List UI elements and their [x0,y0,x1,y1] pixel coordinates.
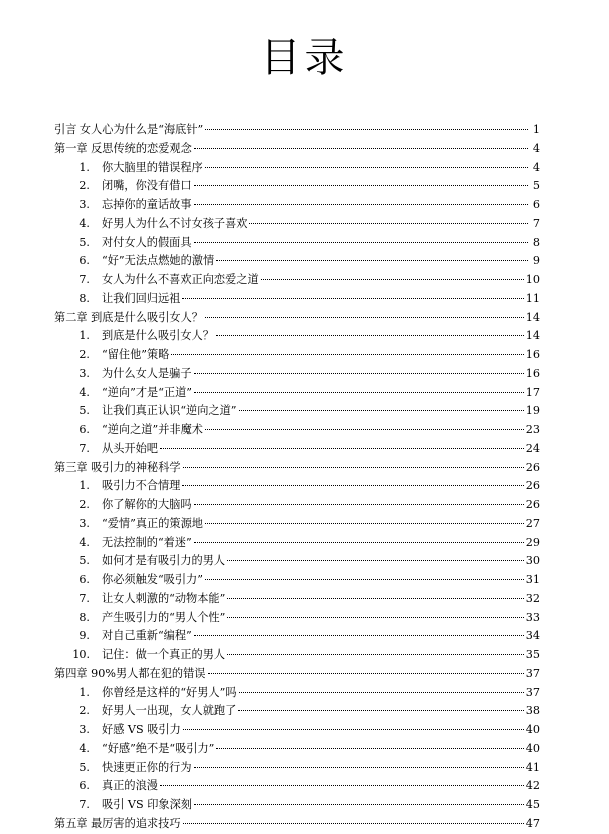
toc-entry-label: 好男人一出现，女人就跑了 [102,704,237,718]
toc-entry-label: 好感 VS 吸引力 [102,723,181,736]
toc-entry-label: 闭嘴，你没有借口 [102,179,192,193]
toc-entry-label: 第五章 最厉害的追求技巧 [54,816,181,830]
toc-section-entry[interactable] [54,590,540,609]
toc-page-number: 4 [532,160,540,174]
toc-dot-leader [249,223,528,224]
toc-section-entry[interactable] [54,290,540,309]
toc-entry-label: 产生吸引力的“男人个性” [102,610,226,624]
toc-section-entry[interactable] [54,646,540,665]
toc-entry-number: 4. [79,535,90,549]
toc-section-entry[interactable] [54,384,540,403]
toc-dot-leader [194,204,528,205]
toc-section-entry[interactable] [54,515,540,534]
toc-entry-label: 记住：做一个真正的男人 [102,648,226,661]
toc-entry-label: 你大脑里的错误程序 [102,160,203,174]
toc-page-number: 4 [532,141,540,155]
toc-dot-leader [194,242,528,243]
toc-chapter-entry[interactable] [54,140,540,159]
toc-section-entry[interactable] [54,271,540,290]
toc-section-entry[interactable] [54,402,540,421]
toc-section-entry[interactable] [54,496,540,515]
toc-entry-label: 你了解你的大脑吗 [102,498,192,511]
toc-page-number: 6 [532,198,540,211]
toc-page-number: 26 [525,498,540,511]
table-of-contents [54,121,540,834]
toc-page-number: 31 [525,573,540,586]
toc-entry-label: 好男人为什么不讨女孩子喜欢 [102,216,248,230]
toc-dot-leader [160,448,524,449]
toc-dot-leader [238,710,523,711]
toc-page-number: 14 [525,310,540,324]
toc-dot-leader [227,654,524,655]
toc-page-number: 16 [525,366,540,380]
toc-entry-number: 4. [79,385,90,399]
toc-dot-leader [194,392,524,393]
toc-section-entry[interactable] [54,252,540,271]
toc-dot-leader [205,523,524,524]
toc-entry-label: 如何才是有吸引力的男人 [102,554,226,568]
toc-page-number: 45 [525,798,540,811]
toc-page-number: 40 [525,723,540,736]
toc-page-number: 35 [525,648,540,661]
toc-entry-label: 让女人刺激的“动物本能” [102,591,226,605]
toc-entry-number: 2. [79,704,90,718]
toc-section-entry[interactable] [54,159,540,178]
toc-dot-leader [205,167,528,168]
toc-chapter-entry[interactable] [54,665,540,684]
toc-entry-number: 8. [79,610,90,624]
toc-section-entry[interactable] [54,234,540,253]
toc-entry-label: 对付女人的假面具 [102,235,192,249]
toc-section-entry[interactable] [54,609,540,628]
toc-page-number: 33 [525,610,540,624]
toc-entry-label: 引言 女人心为什么是“海底针” [54,123,204,136]
toc-dot-leader [208,673,524,674]
toc-dot-leader [239,410,524,411]
toc-entry-number: 1. [79,479,90,493]
toc-entry-label: 对自己重新“编程” [102,629,192,643]
toc-section-entry[interactable] [54,477,540,496]
toc-page-number: 47 [525,816,540,830]
toc-entry-number: 4. [79,741,90,755]
toc-entry-number: 3. [79,723,90,736]
toc-entry-number: 2. [79,348,90,361]
toc-entry-number: 10. [72,648,90,661]
toc-page-number: 26 [525,460,540,474]
toc-section-entry[interactable] [54,702,540,721]
toc-section-entry[interactable] [54,365,540,384]
toc-section-entry[interactable] [54,684,540,703]
toc-entry-number: 7. [79,273,90,286]
toc-entry-number: 1. [79,685,90,699]
toc-entry-label: 第一章 反思传统的恋爱观念 [54,141,192,155]
toc-entry-number: 9. [79,629,90,643]
toc-page-number: 40 [525,741,540,755]
toc-dot-leader [194,635,524,636]
toc-section-entry[interactable] [54,571,540,590]
toc-entry-label: “好感”绝不是“吸引力” [102,741,215,755]
toc-entry-label: 女人为什么不喜欢正向恋爱之道 [102,273,259,286]
toc-entry-number: 7. [79,591,90,605]
toc-entry-label: 无法控制的“着迷” [102,535,192,549]
toc-entry-number: 7. [79,441,90,455]
toc-section-entry[interactable] [54,421,540,440]
toc-dot-leader [261,279,524,280]
toc-section-entry[interactable] [54,346,540,365]
toc-page-number: 37 [525,685,540,699]
toc-section-entry[interactable] [54,196,540,215]
toc-entry-label: “逆向”才是“正道” [102,385,193,399]
toc-dot-leader [194,185,528,186]
toc-page-number: 16 [525,348,540,361]
toc-section-entry[interactable] [54,177,540,196]
toc-dot-leader [194,542,524,543]
toc-entry-number: 5. [79,760,90,774]
page-title: 目录 [260,35,349,81]
toc-entry-number: 8. [79,291,90,305]
toc-entry-label: “逆向之道”并非魔术 [102,423,203,436]
toc-section-entry[interactable] [54,740,540,759]
toc-page-number: 11 [525,291,540,305]
toc-dot-leader [205,429,524,430]
toc-dot-leader [194,767,524,768]
toc-dot-leader [171,354,523,355]
toc-dot-leader [216,260,528,261]
toc-entry-number: 7. [79,798,90,811]
toc-entry-label: 第四章 90%男人都在犯的错误 [54,666,206,680]
toc-entry-label: 你必须触发“吸引力” [102,573,203,586]
toc-section-entry[interactable] [54,327,540,346]
toc-page-number: 34 [525,629,540,643]
toc-dot-leader [227,560,524,561]
toc-entry-label: 你曾经是这样的“好男人”吗 [102,685,237,699]
toc-page-number: 24 [525,441,540,455]
toc-page-number: 23 [525,423,540,436]
toc-section-entry[interactable] [54,552,540,571]
toc-entry-number: 6. [79,573,90,586]
toc-page-number: 32 [525,591,540,605]
toc-dot-leader [194,804,524,805]
toc-dot-leader [227,598,523,599]
toc-entry-number: 5. [79,235,90,249]
toc-entry-number: 4. [79,216,90,230]
toc-entry-number: 6. [79,423,90,436]
toc-dot-leader [183,729,524,730]
toc-entry-number: 5. [79,554,90,568]
toc-entry-label: 吸引力不合情理 [102,479,181,493]
toc-chapter-entry[interactable] [54,121,540,140]
toc-dot-leader [194,504,524,505]
toc-entry-number: 1. [79,329,90,343]
toc-page-number: 8 [532,235,540,249]
toc-section-entry[interactable] [54,215,540,234]
toc-entry-label: 快速更正你的行为 [102,760,192,774]
toc-entry-label: 第三章 吸引力的神秘科学 [54,460,181,474]
toc-chapter-entry[interactable] [54,815,540,834]
toc-entry-number: 3. [79,198,90,211]
toc-page-number: 42 [525,779,540,793]
toc-page-number: 1 [532,123,540,136]
toc-entry-number: 1. [79,160,90,174]
toc-entry-label: 让我们回归远祖 [102,291,181,305]
toc-entry-label: 到底是什么吸引女人？ [102,329,214,343]
toc-entry-number: 2. [79,498,90,511]
toc-entry-label: 吸引 VS 印象深刻 [102,798,192,811]
toc-dot-leader [216,748,523,749]
toc-page-number: 29 [525,535,540,549]
toc-page-number: 19 [525,404,540,418]
toc-entry-label: 第二章 到底是什么吸引女人？ [54,310,203,324]
toc-dot-leader [182,298,523,299]
toc-chapter-entry[interactable] [54,309,540,328]
toc-dot-leader [205,317,524,318]
toc-section-entry[interactable] [54,777,540,796]
toc-section-entry[interactable] [54,534,540,553]
toc-dot-leader [205,579,524,580]
toc-entry-number: 6. [79,779,90,793]
toc-dot-leader [216,335,524,336]
toc-page-number: 9 [532,254,540,268]
toc-page-number: 5 [532,179,540,193]
toc-dot-leader [227,617,523,618]
toc-page-number: 14 [525,329,540,343]
toc-dot-leader [183,823,524,824]
toc-section-entry[interactable] [54,627,540,646]
toc-section-entry[interactable] [54,759,540,778]
toc-page-number: 7 [532,216,540,230]
toc-page-number: 10 [525,273,540,286]
toc-section-entry[interactable] [54,796,540,815]
toc-dot-leader [194,373,524,374]
toc-dot-leader [160,785,524,786]
toc-dot-leader [205,129,528,130]
toc-chapter-entry[interactable] [54,459,540,478]
toc-entry-number: 6. [79,254,90,268]
toc-entry-number: 2. [79,179,90,193]
toc-dot-leader [239,692,524,693]
toc-section-entry[interactable] [54,440,540,459]
toc-page-number: 38 [525,704,540,718]
toc-page-number: 30 [525,554,540,568]
toc-entry-number: 5. [79,404,90,418]
toc-page-number: 26 [525,479,540,493]
toc-page-number: 37 [525,666,540,680]
toc-section-entry[interactable] [54,721,540,740]
toc-entry-label: 从头开始吧 [102,441,158,455]
toc-entry-label: 为什么女人是骗子 [102,366,192,380]
toc-page-number: 41 [525,760,540,774]
toc-entry-label: 忘掉你的童话故事 [102,198,192,211]
toc-entry-number: 3. [79,516,90,530]
toc-entry-label: 让我们真正认识“逆向之道” [102,404,237,418]
toc-entry-label: 真正的浪漫 [102,779,158,793]
toc-entry-number: 3. [79,366,90,380]
toc-entry-label: “爱情”真正的策源地 [102,516,203,530]
toc-page-number: 27 [525,516,540,530]
toc-dot-leader [182,485,523,486]
toc-entry-label: “留住他”策略 [102,348,170,361]
toc-dot-leader [183,467,524,468]
toc-page-number: 17 [525,385,540,399]
toc-entry-label: “好”无法点燃她的激情 [102,254,215,268]
toc-dot-leader [194,148,528,149]
